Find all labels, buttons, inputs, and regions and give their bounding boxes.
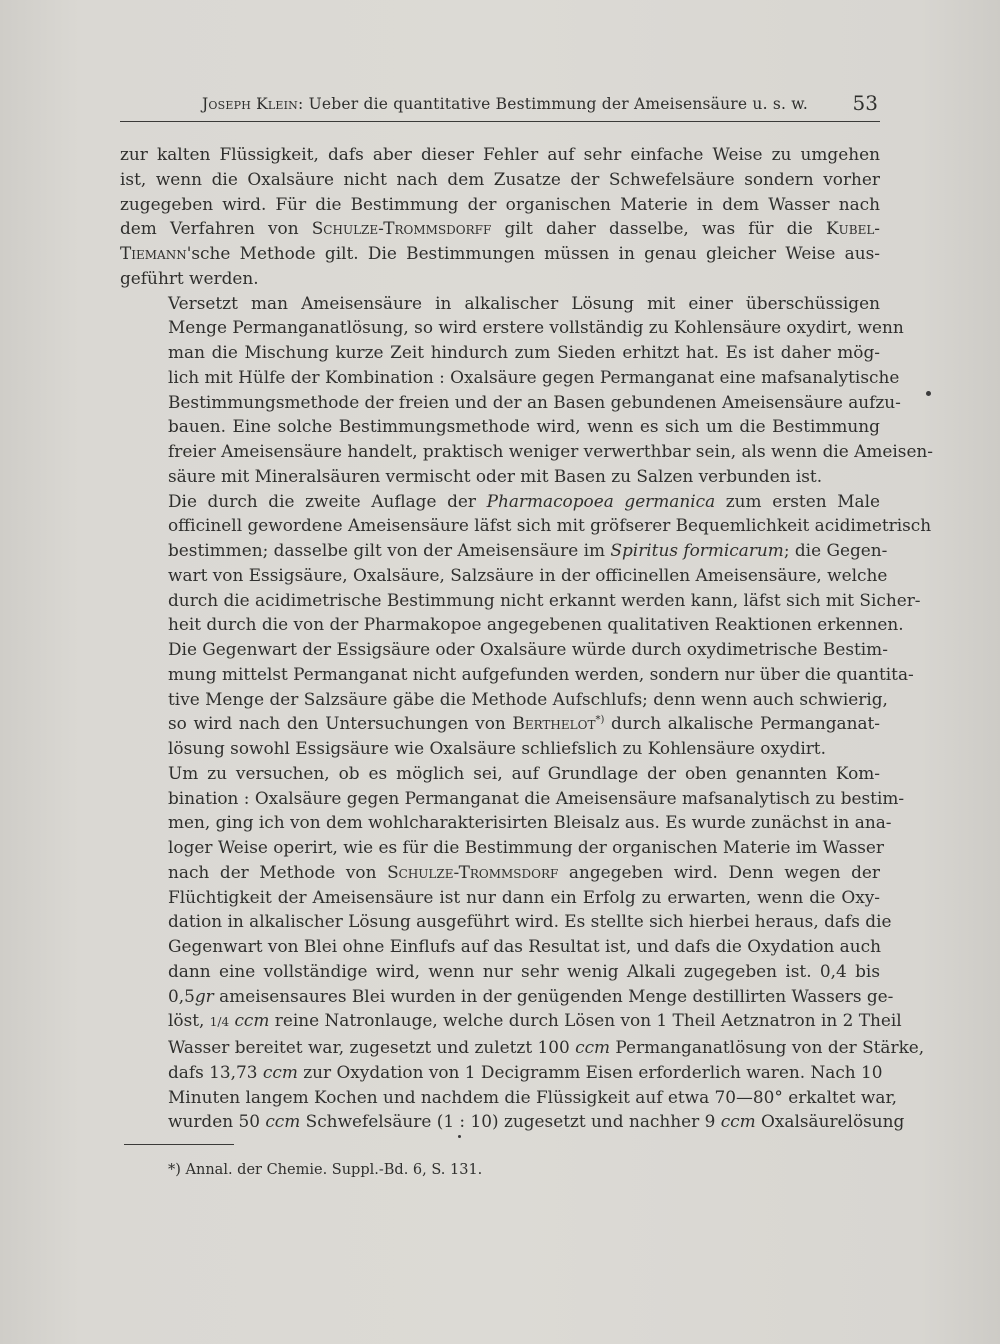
text-line: mung mittelst Permanganat nicht aufgefunden werden, sondern nur über die quantita- (168, 663, 914, 684)
footnote-mark: *) (168, 1162, 181, 1178)
text-line: officinell gewordene Ameisensäure läfst sich mit gröfserer Bequemlichkeit acidimetrisch (168, 515, 932, 536)
text-line: wart von Essigsäure, Oxalsäure, Salzsäure in der officinellen Ameisensäure, welche (168, 564, 888, 585)
body-text (120, 142, 934, 1134)
text-line: durch die acidimetrische Bestimmung nicht erkannt werden kann, läfst sich mit Sicher- (168, 589, 921, 610)
text-line: loger Weise operirt, wie es für die Bestimmung der organischen Materie im Wasser (168, 837, 884, 857)
paragraph-4 (120, 761, 925, 1134)
text-line: man die Mischung kurze Zeit hindurch zum Sieden erhitzt hat. Es ist daher mög- (168, 342, 880, 362)
text-line: Um zu versuchen, ob es möglich sei, auf Grundlage der oben genannten Kom- (168, 762, 880, 783)
paragraph-2 (120, 291, 934, 489)
footnote (168, 1162, 482, 1178)
text-line: lich mit Hülfe der Kombination : Oxalsäure gegen Permanganat eine mafsanalytische (168, 366, 900, 387)
text-line: nach der Methode von Schulze-Trommsdorf angegeben wird. Denn wegen der (168, 861, 880, 882)
text-line: Wasser bereitet war, zugesetzt und zuletzt 100 ccm Permanganatlösung von der Stärke, (168, 1037, 925, 1057)
text-line: wurden 50 ccm Schwefelsäure (1 : 10) zugesetzt und nachher 9 ccm Oxalsäurelösung (168, 1111, 905, 1132)
text-line: dafs 13,73 ccm zur Oxydation von 1 Decigramm Eisen erforderlich waren. Nach 10 (168, 1061, 883, 1082)
footnote-ref: *) (595, 714, 605, 726)
text-line: Menge Permanganatlösung, so wird erstere vollständig zu Kohlensäure oxydirt, wenn (168, 317, 904, 338)
paragraph-3 (120, 489, 932, 761)
text-line: Gegenwart von Blei ohne Einflufs auf das Resultat ist, und dafs die Oxydation auch (168, 936, 881, 956)
text-line: bestimmen; dasselbe gilt von der Ameisensäure im Spiritus formicarum; die Gegen- (168, 540, 888, 560)
text-line: lösung sowohl Essigsäure wie Oxalsäure schliefslich zu Kohlensäure oxydirt. (168, 738, 826, 758)
text-line: tive Menge der Salzsäure gäbe die Methode Aufschlufs; denn wenn auch schwierig, (168, 688, 888, 709)
footnote-text: Annal. der Chemie. Suppl.-Bd. 6, S. 131. (185, 1162, 483, 1178)
text-line: men, ging ich von dem wohlcharakterisirten Bleisalz aus. Es wurde zunächst in ana- (168, 812, 892, 833)
text-line: zur kalten Flüssigkeit, dafs aber dieser Fehler auf sehr einfache Weise zu umgehen (120, 144, 880, 164)
text-line: zugegeben wird. Für die Bestimmung der organischen Materie in dem Wasser nach (120, 193, 880, 214)
paragraph-1 (120, 142, 880, 291)
ink-speck (458, 1135, 461, 1138)
text-line: Die durch die zweite Auflage der Pharmacopoea germanica zum ersten Male (168, 490, 880, 511)
text-line: Minuten langem Kochen und nachdem die Flüssigkeit auf etwa 70—80° erkaltet war, (168, 1086, 898, 1107)
text-line: löst, 1/4 ccm reine Natronlauge, welche durch Lösen von 1 Theil Aetznatron in 2 Theil (168, 1010, 902, 1031)
text-line: freier Ameisensäure handelt, praktisch weniger verwerthbar sein, als wenn die Ameisen- (168, 441, 934, 461)
text-line: dation in alkalischer Lösung ausgeführt wird. Es stellte sich hierbei heraus, dafs die (168, 911, 892, 932)
text-line: dem Verfahren von Schulze-Trommsdorff gilt daher dasselbe, was für die Kubel- (120, 218, 881, 239)
running-title (202, 95, 808, 113)
footnote-divider (124, 1144, 234, 1145)
text-line: heit durch die von der Pharmakopoe angegebenen qualitativen Reaktionen erkennen. (168, 614, 904, 635)
text-line: geführt werden. (120, 267, 259, 288)
text-line: ist, wenn die Oxalsäure nicht nach dem Zusatze der Schwefelsäure sondern vorher (120, 168, 880, 189)
ink-speck (926, 391, 931, 396)
running-header (120, 93, 880, 122)
text-line: so wird nach den Untersuchungen von Berthelot*) durch alkalische Permanganat- (168, 713, 881, 734)
text-line: Tiemann'sche Methode gilt. Die Bestimmungen müssen in genau gleicher Weise aus- (120, 243, 880, 263)
text-line: bination : Oxalsäure gegen Permanganat die Ameisensäure mafsanalytisch zu bestim- (168, 787, 905, 808)
text-line: Flüchtigkeit der Ameisensäure ist nur dann ein Erfolg zu erwarten, wenn die Oxy- (168, 886, 880, 907)
text-line: dann eine vollständige wird, wenn nur sehr wenig Alkali zugegeben ist. 0,4 bis (168, 960, 880, 981)
text-line: säure mit Mineralsäuren vermischt oder mit Basen zu Salzen verbunden ist. (168, 465, 823, 486)
text-line: bauen. Eine solche Bestimmungsmethode wird, wenn es sich um die Bestimmung (168, 416, 880, 437)
header-author: Joseph Klein: (202, 95, 304, 113)
text-line: Die Gegenwart der Essigsäure oder Oxalsäure würde durch oxydimetrische Bestim- (168, 639, 888, 659)
page-number: 53 (852, 91, 878, 115)
text-line: Bestimmungsmethode der freien und der an Basen gebundenen Ameisensäure aufzu- (168, 391, 901, 412)
header-title: Ueber die quantitative Bestimmung der Ameisensäure u. s. w. (308, 95, 809, 113)
text-line: Versetzt man Ameisensäure in alkalischer Lösung mit einer überschüssigen (168, 292, 880, 313)
text-line: 0,5gr ameisensaures Blei wurden in der genügenden Menge destillirten Wassers ge- (168, 985, 894, 1006)
